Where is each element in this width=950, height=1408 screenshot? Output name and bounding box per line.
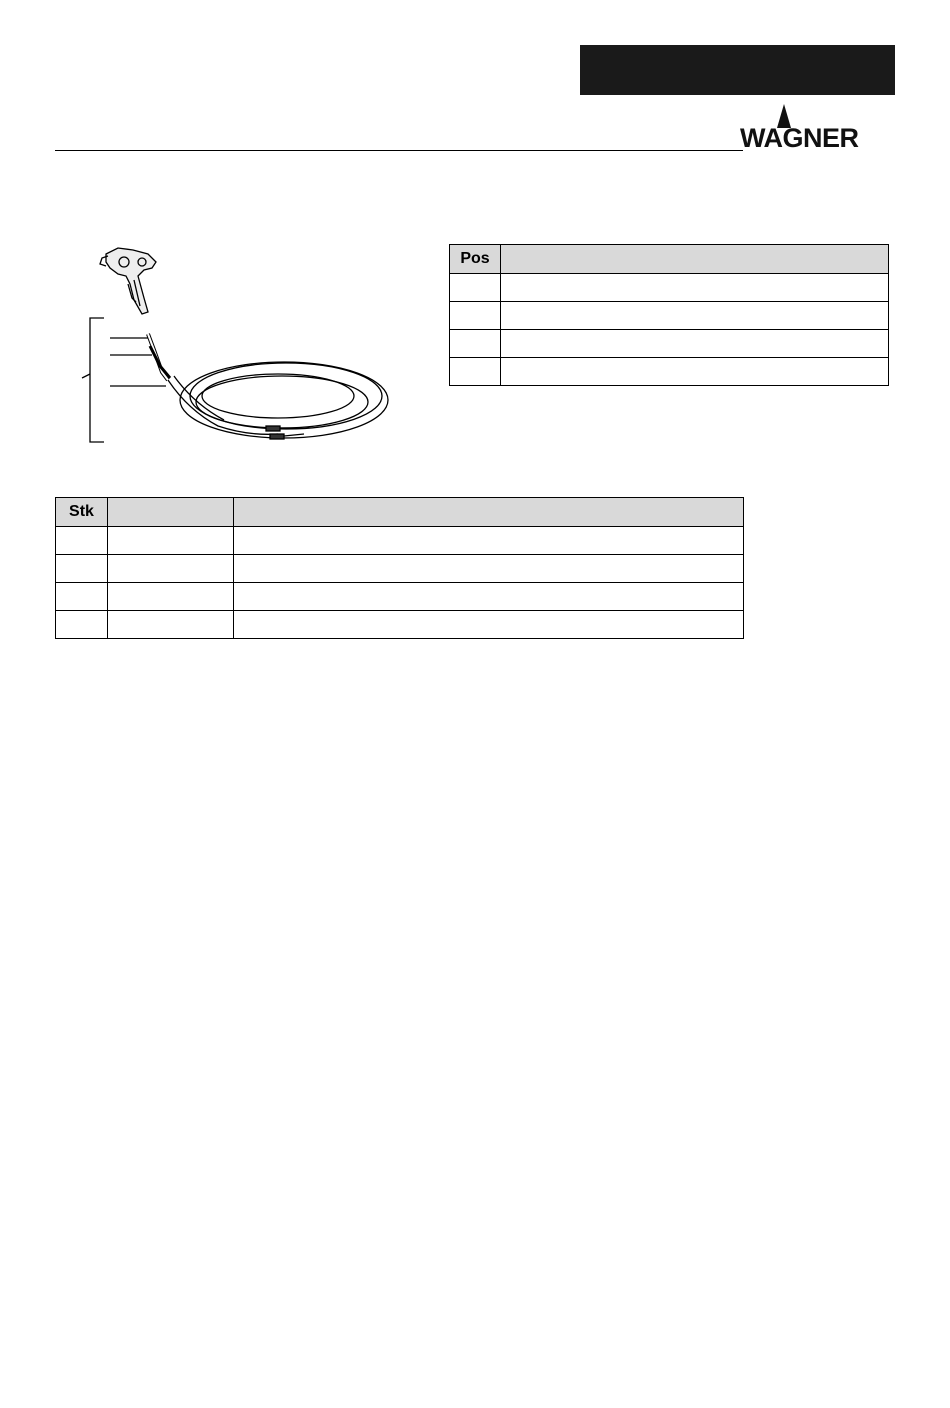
header-stk: Stk	[56, 498, 108, 527]
header-order-number	[108, 498, 234, 527]
table-row	[56, 583, 744, 611]
table-cell	[501, 330, 889, 358]
table-cell	[234, 527, 744, 555]
table-cell	[234, 611, 744, 639]
table-cell	[56, 527, 108, 555]
position-table	[449, 244, 889, 386]
table-cell	[56, 611, 108, 639]
header-designation	[234, 498, 744, 527]
table-cell	[450, 302, 501, 330]
table-row	[56, 527, 744, 555]
table-row	[56, 611, 744, 639]
header-pos: Pos	[450, 245, 501, 274]
table-cell	[450, 358, 501, 386]
quantity-table	[55, 497, 744, 639]
table-cell	[450, 330, 501, 358]
table-cell	[234, 583, 744, 611]
table-header-row	[56, 498, 744, 527]
spray-gun-with-hose-illustration-icon	[78, 240, 398, 450]
table-row	[450, 274, 889, 302]
table-cell	[108, 611, 234, 639]
header-rule	[55, 150, 743, 151]
table-cell	[108, 583, 234, 611]
brand-name: WAGNER	[740, 123, 859, 153]
table-cell	[56, 555, 108, 583]
table-cell	[501, 358, 889, 386]
table-row	[56, 555, 744, 583]
table-cell	[501, 302, 889, 330]
table-cell	[450, 274, 501, 302]
header-bar	[580, 45, 895, 95]
table-header-row	[450, 245, 889, 274]
table-cell	[234, 555, 744, 583]
table-cell	[56, 583, 108, 611]
header-description	[501, 245, 889, 274]
table-cell	[108, 527, 234, 555]
wagner-logo	[740, 102, 898, 152]
table-row	[450, 302, 889, 330]
table-row	[450, 330, 889, 358]
table-cell	[501, 274, 889, 302]
table-row	[450, 358, 889, 386]
table-cell	[108, 555, 234, 583]
